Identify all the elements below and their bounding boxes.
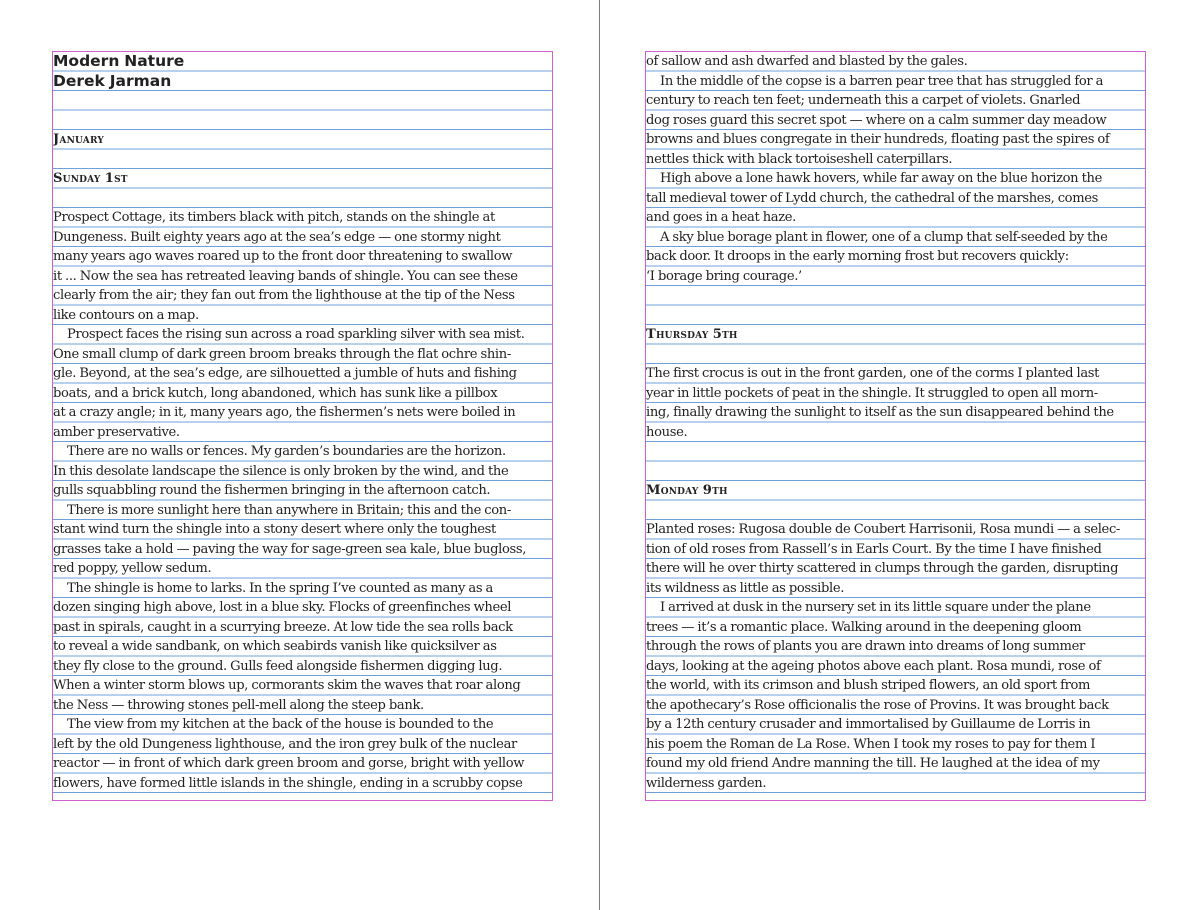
text-line: to reveal a wide sandbank, on which seabirds vanish like quicksilver as [53,639,497,654]
text-line: gulls squabbling round the fishermen bringing in the afternoon catch. [53,483,491,498]
text-line: There are no walls or fences. My garden’s boundaries are the horizon. [67,444,506,459]
text-line: Prospect Cottage, its timbers black with pitch, stands on the shingle at [53,210,495,225]
left-page-content [53,52,552,793]
text-line: found my old friend Andre manning the till. He laughed at the idea of my [646,756,1100,771]
text-line: nettles thick with black tortoiseshell caterpillars. [646,151,953,167]
text-line: past in spirals, caught in a scurrying breeze. At low tide the sea rolls back [53,619,513,635]
text-line: and goes in a heat haze. [646,210,796,225]
text-line: red poppy, yellow sedum. [53,561,212,576]
text-line: browns and blues congregate in their hundreds, floating past the spires of [646,132,1110,147]
text-line: century to reach ten feet; underneath this a carpet of violets. Gnarled [646,93,1081,108]
text-line: year in little pockets of peat in the shingle. It struggled to open all morn- [646,385,1098,401]
book-title: Modern Nature [53,52,185,70]
text-line: High above a lone hawk hovers, while far away on the blue horizon the [660,171,1102,186]
text-line: there will he over thirty scattered in clumps through the garden, disrupting [646,561,1119,576]
text-line: it ... Now the sea has retreated leaving bands of shingle. You can see these [53,268,518,284]
text-line: by a 12th century crusader and immortalised by Guillaume de Lorris in [646,717,1091,732]
text-line: of sallow and ash dwarfed and blasted by the gales. [646,54,968,69]
page-spread-divider [599,0,600,910]
day-heading: Sunday 1st [53,171,128,186]
text-line: many years ago waves roared up to the front door threatening to swallow [53,249,513,264]
text-line: tion of old roses from Rassell’s in Earls Court. By the time I have finished [646,541,1102,557]
left-page-body [53,208,552,793]
text-line: the Ness — throwing stones pell-mell along the steep bank. [53,697,424,713]
text-line: The view from my kitchen at the back of the house is bounded to the [67,717,494,732]
day-heading: Thursday 5th [646,327,738,342]
text-line: his poem the Roman de La Rose. When I took my roses to pay for them I [646,736,1096,752]
text-line: they fly close to the ground. Gulls feed alongside fishermen digging lug. [53,658,503,674]
book-author: Derek Jarman [53,71,172,90]
text-line: trees — it’s a romantic place. Walking around in the deepening gloom [646,619,1082,635]
text-line: its wildness as little as possible. [646,580,845,596]
text-line: boats, and a brick kutch, long abandoned, which has sunk like a pillbox [53,385,498,401]
text-line: amber preservative. [53,424,180,440]
text-line: the apothecary’s Rose officionalis the rose of Provins. It was brought back [646,697,1109,713]
text-line: reactor — in front of which dark green broom and gorse, bright with yellow [53,756,525,771]
text-line: the world, with its crimson and blush striped flowers, an old sport from [646,678,1091,693]
text-line: ing, finally drawing the sunlight to itself as the sun disappeared behind the [646,405,1114,420]
text-line: dog roses guard this secret spot — where on a calm summer day meadow [646,112,1107,128]
right-page-body-1 [646,52,1145,286]
text-line: One small clump of dark green broom breaks through the flat ochre shin- [53,346,511,362]
text-line: wilderness garden. [646,775,767,791]
text-line: stant wind turn the shingle into a stony desert where only the toughest [53,522,496,537]
text-line: left by the old Dungeness lighthouse, and the iron grey bulk of the nuclear [53,736,517,752]
text-line: like contours on a map. [53,307,199,323]
left-page-text-frame [52,51,553,801]
text-line: dozen singing high above, lost in a blue sky. Flocks of greenfinches wheel [53,600,512,615]
text-line: Dungeness. Built eighty years ago at the sea’s edge — one stormy night [53,229,501,245]
text-line: at a crazy angle; in it, many years ago, the fishermen’s nets were boiled in [53,405,516,420]
text-line: tall medieval tower of Lydd church, the cathedral of the marshes, comes [646,190,1099,206]
text-line: Prospect faces the rising sun across a road sparkling silver with sea mist. [67,327,525,342]
text-line: days, looking at the ageing photos above each plant. Rosa mundi, rose of [646,658,1101,674]
text-line: The shingle is home to larks. In the spring I’ve counted as many as a [67,580,494,596]
text-line: In this desolate landscape the silence is only broken by the wind, and the [53,463,509,479]
text-line: ‘I borage bring courage.’ [646,268,802,284]
text-line: Planted roses: Rugosa double de Coubert Harrisonii, Rosa mundi — a selec- [646,522,1121,537]
right-page-body-2 [646,364,1145,442]
text-line: gle. Beyond, at the sea’s edge, are silhouetted a jumble of huts and fishing [53,366,517,381]
text-line: There is more sunlight here than anywhere in Britain; this and the con- [67,502,511,518]
right-page-content [646,52,1145,793]
text-line: clearly from the air; they fan out from the lighthouse at the tip of the Ness [53,288,515,303]
month-heading: January [53,132,104,147]
right-page-text-frame [645,51,1146,801]
right-page-body-3 [646,520,1145,793]
text-line: through the rows of plants you are drawn into dreams of long summer [646,639,1085,654]
text-line: A sky blue borage plant in flower, one of a clump that self-seeded by the [660,229,1108,245]
text-line: back door. It droops in the early morning frost but recovers quickly: [646,249,1069,264]
text-line: house. [646,424,688,440]
text-line: grasses take a hold — paving the way for sage-green sea kale, blue bugloss, [53,541,527,557]
day-heading: Monday 9th [646,483,728,498]
text-line: The first crocus is out in the front garden, one of the corms I planted last [646,366,1100,381]
text-line: flowers, have formed little islands in the shingle, ending in a scrubby copse [53,775,523,791]
text-line: When a winter storm blows up, cormorants skim the waves that roar along [53,678,521,693]
text-line: I arrived at dusk in the nursery set in its little square under the plane [660,600,1091,615]
text-line: In the middle of the copse is a barren pear tree that has struggled for a [660,73,1104,89]
